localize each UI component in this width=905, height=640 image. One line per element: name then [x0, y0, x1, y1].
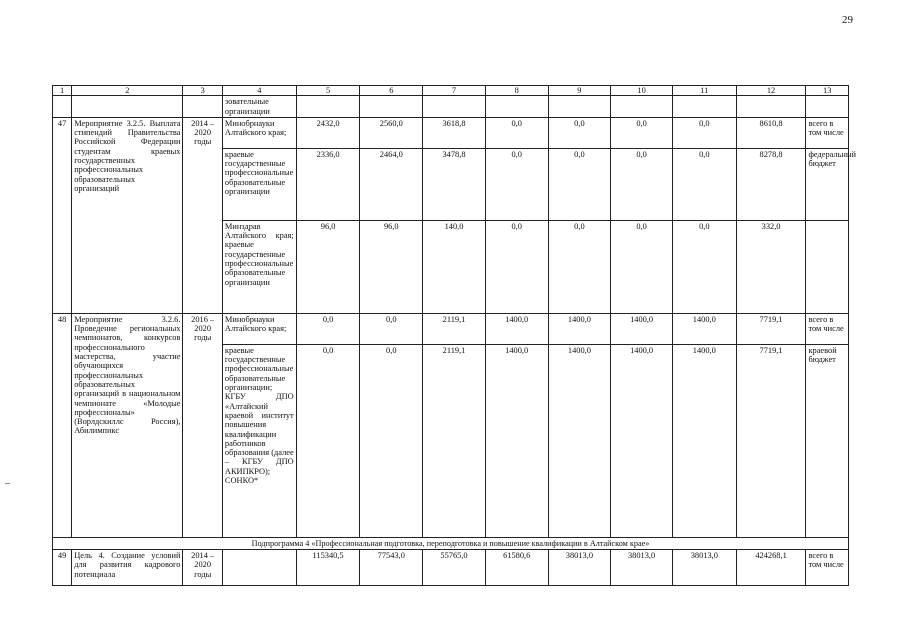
- amount-cell: 77543,0: [360, 550, 423, 586]
- amount-cell: 3478,8: [423, 148, 486, 220]
- amount-cell: 0,0: [485, 220, 548, 313]
- subprogram-heading: Подпрограмма 4 «Профессиональная подготовка, переподготовка и повышение квалификации в Алтайском крае»: [53, 537, 849, 549]
- executor-cell: Минобрнауки Алтайского края;: [222, 117, 296, 148]
- funding-source: всего в том числе: [806, 550, 849, 586]
- table-row: [53, 117, 849, 148]
- amount-cell: 0,0: [611, 117, 673, 148]
- table-row: [53, 96, 849, 118]
- column-number: 12: [736, 86, 806, 96]
- amount-cell: 2119,1: [423, 313, 486, 344]
- subprogram-row: [53, 537, 849, 549]
- executor-cell: Минобрнауки Алтайского края;: [222, 313, 296, 344]
- amount-cell: 0,0: [548, 117, 611, 148]
- total-cell: 332,0: [736, 220, 806, 313]
- period-cell: 2014 – 2020 годы: [183, 117, 222, 313]
- column-number: 7: [423, 86, 486, 96]
- margin-mark: [5, 483, 10, 484]
- row-number: 48: [53, 313, 72, 537]
- executor-cell: Минздрав Алтайского края; краевые государственные профессиональные образовательные организации: [222, 220, 296, 313]
- total-cell: 7719,1: [736, 344, 806, 537]
- amount-cell: 0,0: [672, 220, 736, 313]
- page-number: 29: [842, 14, 853, 26]
- amount-cell: 0,0: [548, 148, 611, 220]
- measure-name: Мероприятие 3.2.5. Выплата стипендий Правительства Российской Федерации студентам краевых государственных профессиональных образовательных организаций: [72, 117, 183, 313]
- total-cell: 7719,1: [736, 313, 806, 344]
- amount-cell: 96,0: [360, 220, 423, 313]
- column-number: 11: [672, 86, 736, 96]
- amount-cell: 0,0: [548, 220, 611, 313]
- amount-cell: 140,0: [423, 220, 486, 313]
- amount-cell: 38013,0: [611, 550, 673, 586]
- amount-cell: 1400,0: [672, 344, 736, 537]
- column-number: 3: [183, 86, 222, 96]
- column-number: 10: [611, 86, 673, 96]
- period-cell: 2014 – 2020 годы: [183, 550, 222, 586]
- amount-cell: 61580,6: [485, 550, 548, 586]
- executor-cell: [222, 550, 296, 586]
- amount-cell: 0,0: [360, 344, 423, 537]
- period-cell: 2016 – 2020 годы: [183, 313, 222, 537]
- amount-cell: 0,0: [672, 117, 736, 148]
- funding-source: всего в том числе: [806, 117, 849, 148]
- table-row: [53, 313, 849, 344]
- column-number: 6: [360, 86, 423, 96]
- column-number: 4: [222, 86, 296, 96]
- funding-source: федеральный бюджет: [806, 148, 849, 220]
- amount-cell: 96,0: [296, 220, 360, 313]
- amount-cell: 2336,0: [296, 148, 360, 220]
- amount-cell: 0,0: [485, 117, 548, 148]
- amount-cell: 1400,0: [485, 313, 548, 344]
- executor-cell: краевые государственные профессиональные образовательные организации: [222, 148, 296, 220]
- column-number: 2: [72, 86, 183, 96]
- total-cell: 8610,8: [736, 117, 806, 148]
- funding-source: [806, 220, 849, 313]
- amount-cell: 2464,0: [360, 148, 423, 220]
- amount-cell: 0,0: [296, 344, 360, 537]
- amount-cell: 0,0: [672, 148, 736, 220]
- total-cell: 424268,1: [736, 550, 806, 586]
- column-number: 8: [485, 86, 548, 96]
- amount-cell: 0,0: [611, 148, 673, 220]
- amount-cell: 2119,1: [423, 344, 486, 537]
- measure-name: Мероприятие 3.2.6. Проведение региональных чемпионатов, конкурсов профессионального мастерства, участие обучающихся профессиональных образовательных организаций в национальном чемпионате «Молодые профессионалы» (Ворлдскиллс Россия), Абилимпикс: [72, 313, 183, 537]
- table-row: [53, 550, 849, 586]
- amount-cell: 38013,0: [548, 550, 611, 586]
- budget-table: [52, 85, 857, 586]
- amount-cell: 55765,0: [423, 550, 486, 586]
- executor-cell: краевые государственные профессиональные образовательные организации; КГБУ ДПО «Алтайский краевой институт повышения квалификации работников образования (далее – КГБУ ДПО АКИПКРО); СОНКО*: [222, 344, 296, 537]
- amount-cell: 1400,0: [548, 313, 611, 344]
- column-number: 5: [296, 86, 360, 96]
- column-number: 9: [548, 86, 611, 96]
- column-number: 13: [806, 86, 849, 96]
- column-numbers-row: [53, 86, 849, 96]
- amount-cell: 115340,5: [296, 550, 360, 586]
- row-number: 47: [53, 117, 72, 313]
- amount-cell: 1400,0: [485, 344, 548, 537]
- row-number: 49: [53, 550, 72, 586]
- amount-cell: 1400,0: [611, 344, 673, 537]
- amount-cell: 0,0: [485, 148, 548, 220]
- column-number: 1: [53, 86, 72, 96]
- amount-cell: 0,0: [611, 220, 673, 313]
- funding-source: всего в том числе: [806, 313, 849, 344]
- amount-cell: 1400,0: [548, 344, 611, 537]
- amount-cell: 0,0: [360, 313, 423, 344]
- amount-cell: 38013,0: [672, 550, 736, 586]
- funding-source: краевой бюджет: [806, 344, 849, 537]
- amount-cell: 1400,0: [611, 313, 673, 344]
- amount-cell: 0,0: [296, 313, 360, 344]
- total-cell: 8278,8: [736, 148, 806, 220]
- amount-cell: 2432,0: [296, 117, 360, 148]
- executor-cell: зовательные организации: [222, 96, 296, 118]
- measure-name: Цель 4. Создание условий для развития кадрового потенциала: [72, 550, 183, 586]
- amount-cell: 2560,0: [360, 117, 423, 148]
- amount-cell: 1400,0: [672, 313, 736, 344]
- amount-cell: 3618,8: [423, 117, 486, 148]
